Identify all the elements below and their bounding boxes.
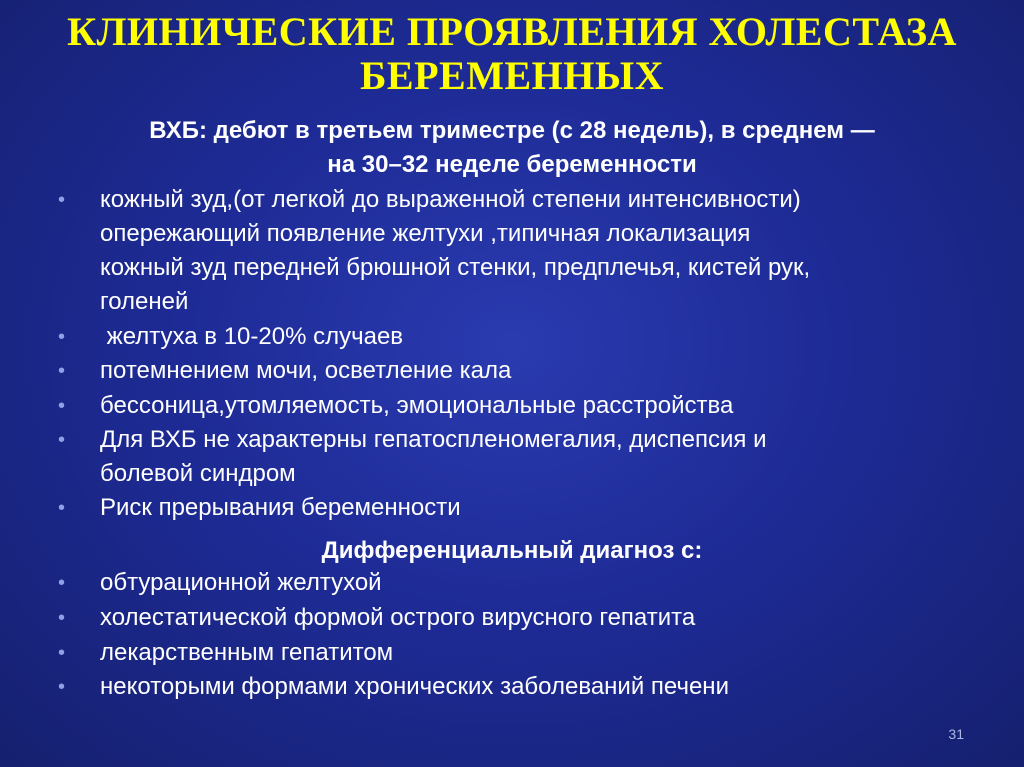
bullet-text-line: обтурационной желтухой [100, 569, 382, 596]
list-item [58, 354, 1008, 388]
bullet-text-line: некоторыми формами хронических заболеваний печени [100, 673, 729, 700]
diff-diagnosis-heading: Дифференциальный диагноз с: [321, 537, 703, 564]
list-item [58, 491, 1008, 525]
bullet-icon: • [58, 429, 66, 451]
list-item [58, 670, 1008, 704]
list-item [58, 320, 1008, 354]
bullet-text-line: кожный зуд передней брюшной стенки, предплечья, кистей рук, [100, 254, 811, 281]
list-item [58, 601, 1008, 635]
list-item [58, 389, 1008, 423]
bullet-text-line: болевой синдром [100, 460, 296, 487]
bullet-text-line: холестатической формой острого вирусного гепатита [100, 604, 696, 631]
bullet-icon: • [58, 676, 66, 698]
bullet-text-line: Для ВХБ не характерны гепатоспленомегалия, диспепсия и [100, 426, 767, 453]
bullet-text-line: голеней [100, 288, 189, 315]
bullet-icon: • [58, 326, 66, 348]
list-item [58, 636, 1008, 670]
intro-line-1: ВХБ: дебют в третьем триместре (с 28 недель), в среднем — [149, 117, 875, 144]
bullet-icon: • [58, 360, 66, 382]
bullet-icon: • [58, 497, 66, 519]
list-item [58, 566, 1008, 600]
list-item [58, 183, 1008, 319]
bullet-text-line: кожный зуд,(от легкой до выраженной степени интенсивности) [100, 186, 801, 213]
bullet-text-line: бессоница,утомляемость, эмоциональные расстройства [100, 392, 734, 419]
list-item [58, 423, 1008, 491]
intro-line-2: на 30–32 неделе беременности [327, 151, 697, 178]
bullet-icon: • [58, 642, 66, 664]
bullet-icon: • [58, 395, 66, 417]
bullet-icon: • [58, 189, 66, 211]
bullet-text-line: опережающий появление желтухи ,типичная локализация [100, 220, 751, 247]
bullet-text-line: лекарственным гепатитом [100, 639, 394, 666]
bullet-text-line: желтуха в 10-20% случаев [100, 323, 404, 350]
bullet-icon: • [58, 607, 66, 629]
slide-title-line-2: БЕРЕМЕННЫХ [359, 53, 665, 98]
slide-title-line-1: КЛИНИЧЕСКИЕ ПРОЯВЛЕНИЯ ХОЛЕСТАЗА [67, 9, 957, 54]
bullet-text-line: Риск прерывания беременности [100, 494, 461, 521]
page-number: 31 [948, 726, 964, 742]
bullet-icon: • [58, 572, 66, 594]
bullet-text-line: потемнением мочи, осветление кала [100, 357, 512, 384]
